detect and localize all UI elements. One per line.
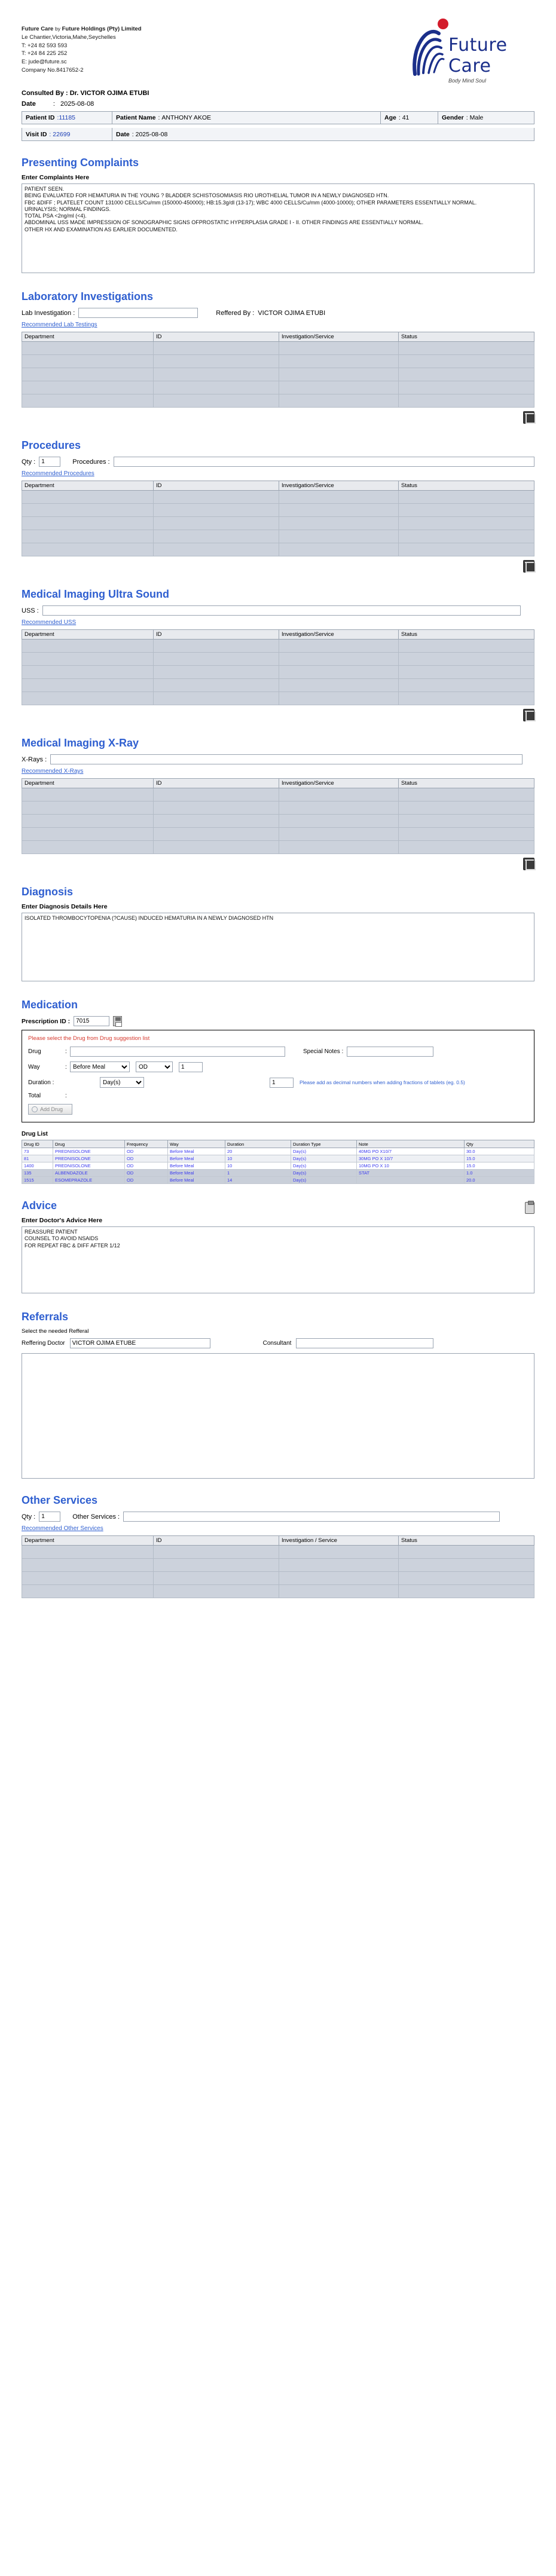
drug-id: 1400 xyxy=(22,1162,53,1170)
xray-table xyxy=(22,778,534,854)
drug-way: Before Meal xyxy=(168,1162,225,1170)
diagnosis-sub-label: Enter Diagnosis Details Here xyxy=(22,903,108,910)
company-number: Company No.8417652-2 xyxy=(22,66,84,74)
logo-wordmark xyxy=(448,35,508,84)
total-row: Total : xyxy=(28,1093,67,1099)
drug-frequency: OD xyxy=(125,1177,168,1184)
age-label: Age xyxy=(384,114,396,121)
drug-row[interactable] xyxy=(22,1177,534,1184)
table-header-row xyxy=(22,1140,534,1148)
drug-input[interactable] xyxy=(70,1047,285,1057)
uss-delete-row xyxy=(22,709,534,721)
drug-row[interactable] xyxy=(22,1148,534,1155)
section-title-complaints: Presenting Complaints xyxy=(22,157,139,169)
table-row[interactable] xyxy=(22,679,534,692)
recommended-uss-link[interactable]: Recommended USS xyxy=(22,619,77,626)
recommended-procedures-link[interactable]: Recommended Procedures xyxy=(22,470,94,477)
col-id: ID xyxy=(154,630,279,640)
section-title-xray: Medical Imaging X-Ray xyxy=(22,737,139,749)
xray-table-body xyxy=(22,788,534,854)
advice-sub-label: Enter Doctor's Advice Here xyxy=(22,1217,103,1224)
age-value: : 41 xyxy=(398,114,410,121)
drug-list-table xyxy=(22,1140,534,1184)
complaints-textarea[interactable] xyxy=(22,183,534,273)
consultant-label: Consultant xyxy=(262,1340,292,1347)
lab-table-body xyxy=(22,342,534,408)
col-department: Department xyxy=(22,332,154,342)
add-drug-label: Add Drug xyxy=(40,1106,63,1112)
drug-duration-type: Day(s) xyxy=(291,1148,357,1155)
patient-info-bar xyxy=(22,111,534,124)
consulted-by-value: Dr. VICTOR OJIMA ETUBI xyxy=(69,90,149,97)
plus-icon xyxy=(32,1106,38,1112)
xray-delete-row xyxy=(22,858,534,870)
referring-doctor-label: Reffering Doctor xyxy=(22,1340,65,1347)
drug-name: PREDNISOLONE xyxy=(53,1162,125,1170)
drug-qty: 1.0 xyxy=(465,1170,534,1177)
logo-tagline: Body Mind Soul xyxy=(448,78,487,84)
visit-date-label: Date xyxy=(116,130,130,138)
trash-icon[interactable] xyxy=(523,560,534,573)
table-row[interactable] xyxy=(22,368,534,381)
col-investigation: Investigation / Service xyxy=(279,1536,399,1546)
table-row[interactable] xyxy=(22,355,534,368)
drug-duration: 14 xyxy=(225,1177,291,1184)
col-investigation: Investigation/Service xyxy=(279,630,399,640)
company-name: Future Care xyxy=(22,26,54,32)
drug-row[interactable] xyxy=(22,1162,534,1170)
company-tel-1: T: +24 82 593 593 xyxy=(22,42,68,49)
prescription-id-input[interactable] xyxy=(74,1016,109,1026)
advice-header xyxy=(22,1184,534,1217)
col-investigation: Investigation/Service xyxy=(279,332,399,342)
drug-duration: 20 xyxy=(225,1148,291,1155)
col-duration: Duration xyxy=(225,1140,291,1148)
duration-hint: Please add as decimal numbers when adding fractions of tablets (eg. 0.5) xyxy=(300,1079,465,1085)
uss-table-body xyxy=(22,640,534,705)
drug-duration-type: Day(s) xyxy=(291,1162,357,1170)
frequency-select[interactable] xyxy=(136,1061,173,1072)
referral-details-panel[interactable] xyxy=(22,1353,534,1479)
col-status: Status xyxy=(399,779,534,788)
patient-name-label: Patient Name xyxy=(116,114,156,121)
procedures-label: Procedures : xyxy=(72,458,110,466)
company-by: by xyxy=(54,26,60,32)
drug-name: ESOMEPRAZOLE xyxy=(53,1177,125,1184)
company-email: E: jude@future.sc xyxy=(22,59,67,66)
table-row[interactable] xyxy=(22,815,534,828)
other-services-table xyxy=(22,1535,534,1598)
drug-qty: 15.0 xyxy=(465,1155,534,1162)
date-colon: : xyxy=(53,100,55,108)
drug-frequency: OD xyxy=(125,1148,168,1155)
consulted-by-label: Consulted By : xyxy=(22,90,68,97)
complaints-sub-label: Enter Complaints Here xyxy=(22,174,90,181)
drug-list-label: Drug List xyxy=(22,1131,48,1137)
drug-row: Drug : Special Notes : xyxy=(28,1047,528,1057)
total-label: Total xyxy=(28,1093,41,1099)
table-row[interactable] xyxy=(22,788,534,801)
section-title-procedures: Procedures xyxy=(22,439,81,451)
visit-date-cell xyxy=(112,128,534,140)
drug-note: 10MG PO X 10 xyxy=(357,1162,465,1170)
table-row[interactable] xyxy=(22,1559,534,1572)
company-logo xyxy=(409,17,523,84)
col-investigation: Investigation/Service xyxy=(279,779,399,788)
section-title-medication: Medication xyxy=(22,999,78,1011)
table-row[interactable] xyxy=(22,381,534,394)
visit-id-cell xyxy=(22,128,112,140)
referring-doctor-row xyxy=(22,1338,534,1348)
duration-value-input[interactable] xyxy=(270,1078,294,1088)
way-row: Way : Before Meal OD 1 xyxy=(28,1061,528,1072)
clipboard-icon[interactable] xyxy=(525,1202,534,1214)
drug-qty: 15.0 xyxy=(465,1162,534,1170)
company-info xyxy=(22,17,142,75)
gender-label: Gender xyxy=(442,114,464,121)
table-header-row xyxy=(22,779,534,788)
company-tel-2: T: +24 84 225 252 xyxy=(22,50,68,57)
drug-qty: 20.0 xyxy=(465,1177,534,1184)
reffered-by-label: Reffered By : xyxy=(216,309,255,317)
xray-input[interactable] xyxy=(50,754,523,764)
uss-input-row xyxy=(22,605,534,616)
way-select[interactable] xyxy=(70,1061,130,1072)
referring-doctor-input[interactable] xyxy=(70,1338,210,1348)
consulted-by-row xyxy=(22,90,534,97)
table-row[interactable] xyxy=(22,1572,534,1585)
procedures-table xyxy=(22,481,534,556)
drug-list-body xyxy=(22,1148,534,1184)
table-row[interactable] xyxy=(22,1546,534,1559)
other-services-input[interactable] xyxy=(123,1512,500,1522)
other-services-table-body xyxy=(22,1546,534,1598)
drug-duration-type: Day(s) xyxy=(291,1155,357,1162)
drug-row[interactable] xyxy=(22,1155,534,1162)
table-row[interactable] xyxy=(22,828,534,841)
logo-word-care: Care xyxy=(448,56,491,77)
advice-clipboard-wrap xyxy=(525,1184,534,1214)
table-row[interactable] xyxy=(22,504,534,517)
trash-icon[interactable] xyxy=(523,411,534,424)
visit-id-value: : 22699 xyxy=(49,130,71,138)
diagnosis-textarea[interactable] xyxy=(22,913,534,981)
drug-name: ALBENDAZOLE xyxy=(53,1170,125,1177)
special-notes-label: Special Notes : xyxy=(303,1048,344,1055)
other-services-input-row xyxy=(22,1512,534,1522)
company-address: Le Chantier,Victoria,Mahe,Seychelles xyxy=(22,33,116,41)
col-department: Department xyxy=(22,481,154,491)
drug-way: Before Meal xyxy=(168,1177,225,1184)
section-title-diagnosis: Diagnosis xyxy=(22,886,74,898)
other-services-qty-input[interactable] xyxy=(39,1512,60,1522)
lab-investigation-label: Lab Investigation : xyxy=(22,309,75,317)
col-investigation: Investigation/Service xyxy=(279,481,399,491)
col-status: Status xyxy=(399,630,534,640)
logo-container xyxy=(409,17,534,84)
patient-name-cell xyxy=(112,112,380,124)
drug-id: 1515 xyxy=(22,1177,53,1184)
table-row[interactable] xyxy=(22,491,534,504)
table-header-row xyxy=(22,332,534,342)
lab-results-table xyxy=(22,332,534,408)
drug-duration-type: Day(s) xyxy=(291,1177,357,1184)
drug-row[interactable] xyxy=(22,1170,534,1177)
col-id: ID xyxy=(154,332,279,342)
col-status: Status xyxy=(399,1536,534,1546)
col-qty: Qty xyxy=(465,1140,534,1148)
col-drug-id: Drug ID xyxy=(22,1140,53,1148)
table-row[interactable] xyxy=(22,640,534,653)
date-row xyxy=(22,100,534,108)
drug-duration-type: Day(s) xyxy=(291,1170,357,1177)
drug-note: 40MG PO X10/7 xyxy=(357,1148,465,1155)
drug-label: Drug xyxy=(28,1048,41,1055)
company-name-line xyxy=(22,25,142,33)
col-id: ID xyxy=(154,481,279,491)
table-row[interactable] xyxy=(22,1585,534,1598)
patient-id-value: :11185 xyxy=(57,114,75,121)
patient-id-cell xyxy=(22,112,112,124)
lab-investigation-input[interactable] xyxy=(78,308,198,318)
uss-label: USS : xyxy=(22,607,39,614)
drug-way: Before Meal xyxy=(168,1170,225,1177)
patient-name-value: : ANTHONY AKOE xyxy=(158,114,212,121)
procedures-qty-label: Qty : xyxy=(22,458,36,466)
frequency-count-input[interactable] xyxy=(179,1062,203,1072)
table-row[interactable] xyxy=(22,543,534,556)
section-title-advice: Advice xyxy=(22,1200,57,1211)
prescription-id-row xyxy=(22,1016,534,1026)
drug-name: PREDNISOLONE xyxy=(53,1148,125,1155)
col-id: ID xyxy=(154,1536,279,1546)
drug-id: 81 xyxy=(22,1155,53,1162)
col-department: Department xyxy=(22,630,154,640)
section-title-referrals: Referrals xyxy=(22,1311,69,1323)
date-label: Date xyxy=(22,100,36,108)
logo-word-future: Future xyxy=(448,35,508,56)
medication-entry-panel xyxy=(22,1030,534,1122)
uss-table xyxy=(22,629,534,705)
drug-duration: 1 xyxy=(225,1170,291,1177)
duration-row xyxy=(28,1077,528,1088)
save-icon[interactable] xyxy=(113,1016,122,1026)
recommended-xray-link[interactable]: Recommended X-Rays xyxy=(22,768,84,775)
col-status: Status xyxy=(399,332,534,342)
duration-unit-select[interactable] xyxy=(100,1077,144,1088)
table-row[interactable] xyxy=(22,342,534,355)
col-duration-type: Duration Type xyxy=(291,1140,357,1148)
prescription-id-label: Prescription ID : xyxy=(22,1017,71,1025)
patient-id-label: Patient ID xyxy=(26,114,55,121)
visit-date-value: : 2025-08-08 xyxy=(132,130,168,138)
col-note: Note xyxy=(357,1140,465,1148)
lab-delete-row xyxy=(22,411,534,424)
drug-qty: 30.0 xyxy=(465,1148,534,1155)
procedures-table-body xyxy=(22,491,534,556)
xray-label: X-Rays : xyxy=(22,755,47,763)
page-header xyxy=(22,17,534,84)
table-header-row xyxy=(22,630,534,640)
section-title-laboratory: Laboratory Investigations xyxy=(22,290,154,302)
drug-id: 135 xyxy=(22,1170,53,1177)
table-header-row xyxy=(22,1536,534,1546)
procedures-input[interactable] xyxy=(114,457,534,467)
col-way: Way xyxy=(168,1140,225,1148)
drug-frequency: OD xyxy=(125,1170,168,1177)
lab-investigation-row xyxy=(22,308,534,318)
table-row[interactable] xyxy=(22,517,534,530)
drug-selection-warning: Please select the Drug from Drug suggestion list xyxy=(28,1035,150,1042)
drug-name: PREDNISOLONE xyxy=(53,1155,125,1162)
drug-note: 30MG PO X 10/7 xyxy=(357,1155,465,1162)
recommended-other-services-link[interactable]: Recommended Other Services xyxy=(22,1525,103,1532)
drug-note: STAT xyxy=(357,1170,465,1177)
col-department: Department xyxy=(22,779,154,788)
drug-frequency: OD xyxy=(125,1162,168,1170)
xray-input-row xyxy=(22,754,534,764)
procedures-input-row xyxy=(22,457,534,467)
col-frequency: Frequency xyxy=(125,1140,168,1148)
other-services-qty-label: Qty : xyxy=(22,1513,36,1520)
table-row[interactable] xyxy=(22,653,534,666)
section-title-other-services: Other Services xyxy=(22,1494,98,1506)
referrals-sub-label: Select the needed Refferal xyxy=(22,1328,89,1335)
reffered-by-value: VICTOR OJIMA ETUBI xyxy=(258,309,326,317)
col-drug: Drug xyxy=(53,1140,125,1148)
col-id: ID xyxy=(154,779,279,788)
drug-duration: 10 xyxy=(225,1155,291,1162)
gender-value: : Male xyxy=(466,114,484,121)
other-services-label: Other Services : xyxy=(72,1513,120,1520)
duration-label: Duration : xyxy=(28,1079,54,1086)
drug-id: 73 xyxy=(22,1148,53,1155)
trash-icon[interactable] xyxy=(523,858,534,870)
table-row[interactable] xyxy=(22,801,534,815)
procedures-delete-row xyxy=(22,560,534,573)
table-row[interactable] xyxy=(22,530,534,543)
table-row[interactable] xyxy=(22,666,534,679)
age-cell xyxy=(381,112,438,124)
uss-input[interactable] xyxy=(42,605,521,616)
consultant-input[interactable] xyxy=(296,1338,433,1348)
trash-icon[interactable] xyxy=(523,709,534,721)
special-notes-input[interactable] xyxy=(347,1047,433,1057)
table-row[interactable] xyxy=(22,841,534,854)
drug-note xyxy=(357,1177,465,1184)
visit-info-bar xyxy=(22,128,534,141)
way-label: Way xyxy=(28,1063,40,1070)
col-status: Status xyxy=(399,481,534,491)
col-department: Department xyxy=(22,1536,154,1546)
visit-id-label: Visit ID xyxy=(26,130,47,138)
date-value: 2025-08-08 xyxy=(60,100,94,108)
add-drug-button[interactable] xyxy=(28,1104,72,1115)
consult-header xyxy=(22,90,534,108)
gender-cell xyxy=(438,112,534,124)
table-row[interactable] xyxy=(22,692,534,705)
drug-way: Before Meal xyxy=(168,1148,225,1155)
drug-duration: 10 xyxy=(225,1162,291,1170)
table-header-row xyxy=(22,481,534,491)
company-holdings: Future Holdings (Pty) Limited xyxy=(62,26,142,32)
drug-way: Before Meal xyxy=(168,1155,225,1162)
procedures-qty-input[interactable] xyxy=(39,457,60,467)
table-row[interactable] xyxy=(22,394,534,408)
recommended-lab-link[interactable]: Recommended Lab Testings xyxy=(22,322,97,328)
section-title-uss: Medical Imaging Ultra Sound xyxy=(22,588,170,600)
drug-frequency: OD xyxy=(125,1155,168,1162)
advice-textarea[interactable] xyxy=(22,1226,534,1293)
